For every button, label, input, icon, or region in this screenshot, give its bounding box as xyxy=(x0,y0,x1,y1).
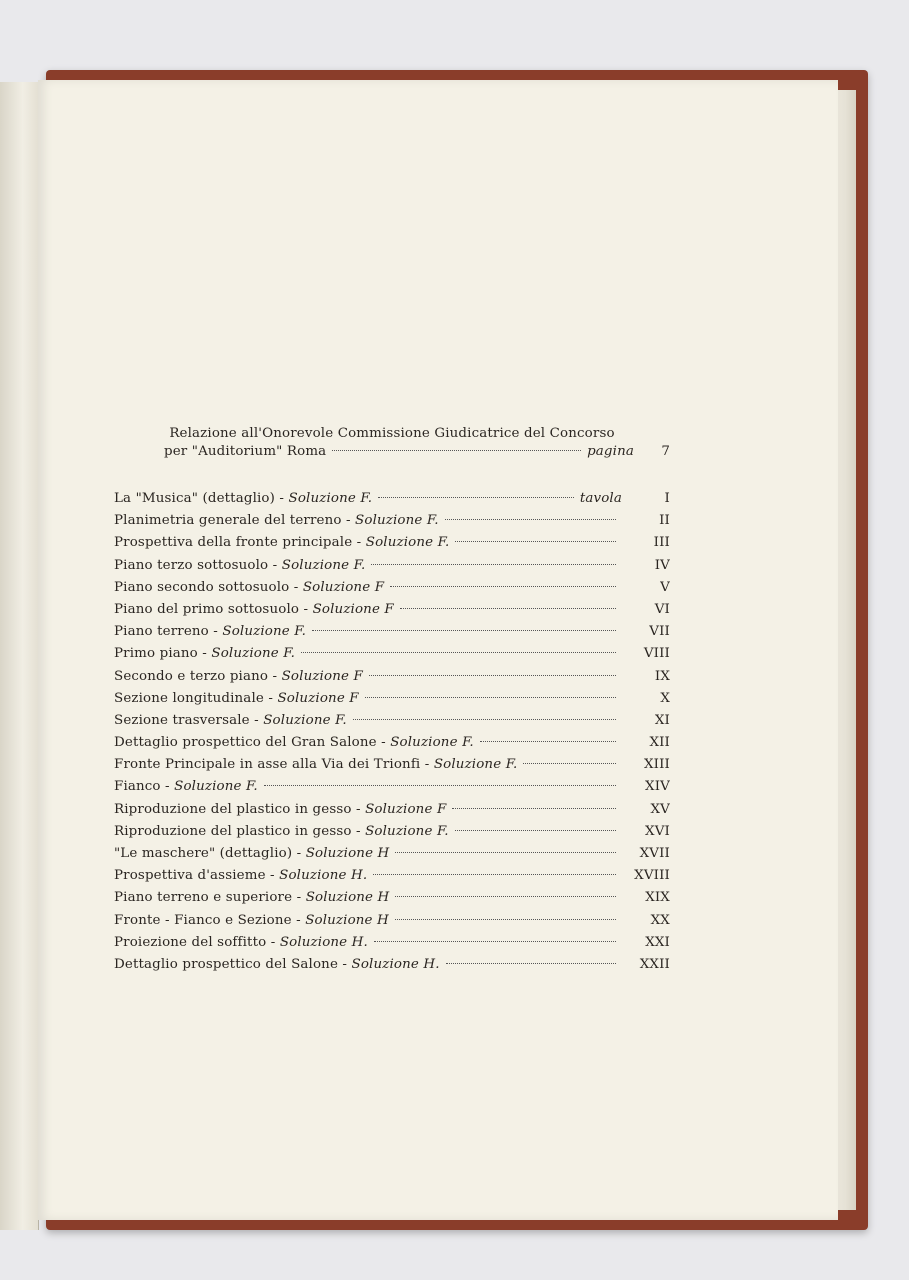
entry-title xyxy=(114,735,474,750)
plate-number: VIII xyxy=(643,646,670,662)
entry-title xyxy=(114,602,394,617)
plate-number: XII xyxy=(649,735,670,751)
entry-soluzione: Soluzione F xyxy=(277,690,359,706)
entry-title-text: La "Musica" (dettaglio) - xyxy=(114,491,289,506)
entry-title xyxy=(114,802,446,817)
index-entry xyxy=(114,602,670,624)
index-entry xyxy=(114,890,670,912)
leader-dots xyxy=(332,450,581,451)
plate-number: I xyxy=(664,491,670,506)
entry-title-text: Dettaglio prospettico del Salone - xyxy=(114,956,352,972)
leader-dots xyxy=(445,519,616,520)
entry-soluzione: Soluzione H. xyxy=(279,934,368,950)
index-entry xyxy=(114,913,670,935)
entry-soluzione: Soluzione F. xyxy=(433,757,518,773)
entry-title-text: Riproduzione del plastico in gesso - xyxy=(114,823,366,839)
leader-dots xyxy=(301,652,616,653)
entry-title xyxy=(114,669,363,684)
relazione-title-line1: Relazione all'Onorevole Commissione Giudicatrice del Concorso xyxy=(169,426,615,441)
plate-number: XVII xyxy=(639,846,670,861)
plate-number: IX xyxy=(654,668,670,684)
entry-soluzione: Soluzione F. xyxy=(355,513,439,529)
left-page xyxy=(0,82,39,1230)
entry-soluzione: Soluzione F. xyxy=(211,646,295,662)
entry-title xyxy=(114,779,258,794)
entry-title-text: Dettaglio prospettico del Gran Salone - xyxy=(114,735,391,751)
tavola-label: tavola xyxy=(579,491,622,506)
index-entry xyxy=(114,535,670,557)
entry-title xyxy=(114,491,372,506)
entry-soluzione: Soluzione F. xyxy=(174,779,258,795)
leader-dots xyxy=(369,675,616,676)
entry-title-text: Fronte Principale in asse alla Via dei Trionfi - xyxy=(114,757,434,773)
entry-title-text: Primo piano - xyxy=(114,646,212,662)
index-entry xyxy=(114,957,670,979)
leader-dots xyxy=(395,852,616,853)
entry-title-text: Piano del primo sottosuolo - xyxy=(114,601,313,617)
leader-dots xyxy=(371,564,616,565)
leader-dots xyxy=(400,608,616,609)
index-entry xyxy=(114,824,670,846)
index-entry xyxy=(114,802,670,824)
leader-dots xyxy=(353,719,616,720)
index-entry xyxy=(114,646,670,668)
entry-soluzione: Soluzione F. xyxy=(263,712,347,728)
entry-soluzione: Soluzione H. xyxy=(279,868,368,884)
entry-soluzione: Soluzione H. xyxy=(351,956,440,972)
index-entry xyxy=(114,669,670,691)
leader-dots xyxy=(374,941,616,942)
plate-number: XV xyxy=(650,801,670,817)
entry-title-text: Sezione trasversale - xyxy=(114,712,264,728)
leader-dots xyxy=(365,697,616,698)
leader-dots xyxy=(395,896,616,897)
index-entry xyxy=(114,713,670,735)
plate-number: III xyxy=(653,535,670,551)
plate-number: X xyxy=(660,690,670,706)
entry-title xyxy=(114,935,368,950)
entry-title-text: Planimetria generale del terreno - xyxy=(114,513,356,529)
leader-dots xyxy=(373,874,616,875)
entry-soluzione: Soluzione H xyxy=(305,846,390,861)
index-page xyxy=(38,80,838,1220)
entry-soluzione: Soluzione F. xyxy=(281,557,366,573)
entry-soluzione: Soluzione F xyxy=(365,801,447,817)
leader-dots xyxy=(455,541,616,542)
entry-title-text: Piano terreno e superiore - xyxy=(114,890,306,906)
relazione-entry xyxy=(114,425,670,461)
index-entry xyxy=(114,868,670,890)
pagina-label: pagina xyxy=(587,444,634,459)
index-entry xyxy=(114,491,670,513)
entry-title xyxy=(114,868,367,883)
entry-soluzione: Soluzione H xyxy=(305,912,389,928)
index-entry xyxy=(114,779,670,801)
entry-title xyxy=(114,757,517,772)
leader-dots xyxy=(480,741,616,742)
entry-soluzione: Soluzione F xyxy=(281,668,363,684)
plate-number: XX xyxy=(650,912,670,928)
plate-number: XIII xyxy=(643,757,670,773)
entry-title-text: Prospettiva d'assieme - xyxy=(114,868,280,884)
entry-soluzione: Soluzione F xyxy=(312,601,394,617)
plate-number: XVI xyxy=(645,823,670,839)
entry-title-text: Piano terreno - xyxy=(114,624,223,640)
index-entry xyxy=(114,691,670,713)
entry-title xyxy=(114,558,365,573)
leader-dots xyxy=(264,785,616,786)
index-entry xyxy=(114,735,670,757)
plate-number: XIX xyxy=(645,890,670,906)
entry-title-text: Prospettiva della fronte principale - xyxy=(114,535,366,551)
index-content xyxy=(114,425,670,979)
entry-title-text: Secondo e terzo piano - xyxy=(114,668,282,684)
plate-number: XIV xyxy=(645,779,670,795)
index-entry xyxy=(114,624,670,646)
plate-number: VII xyxy=(649,624,670,640)
entry-soluzione: Soluzione F. xyxy=(365,535,450,551)
entry-title-text: Fronte - Fianco e Sezione - xyxy=(114,912,306,928)
entry-title-text: Sezione longitudinale - xyxy=(114,690,278,706)
index-entry xyxy=(114,580,670,602)
plate-number: VI xyxy=(654,601,670,617)
entry-title-text: Riproduzione del plastico in gesso - xyxy=(114,801,366,817)
index-entry xyxy=(114,513,670,535)
index-entry xyxy=(114,757,670,779)
entry-title-text: Piano terzo sottosuolo - xyxy=(114,557,282,573)
entry-title-text: Fianco - xyxy=(114,779,175,795)
plate-number: V xyxy=(660,579,670,595)
entry-title xyxy=(114,624,306,639)
plate-number: XI xyxy=(654,712,670,728)
index-entry xyxy=(114,935,670,957)
plate-number: XXII xyxy=(639,956,670,972)
leader-dots xyxy=(446,963,616,964)
leader-dots xyxy=(312,630,616,631)
entry-soluzione: Soluzione F. xyxy=(222,624,306,640)
index-entry xyxy=(114,846,670,868)
leader-dots xyxy=(455,830,616,831)
entry-title-text: Proiezione del soffitto - xyxy=(114,934,280,950)
entry-soluzione: Soluzione F. xyxy=(365,823,449,839)
entry-title xyxy=(114,646,295,661)
entry-title xyxy=(114,913,389,928)
entry-soluzione: Soluzione H xyxy=(305,890,390,906)
leader-dots xyxy=(452,808,616,809)
leader-dots xyxy=(395,919,616,920)
leader-dots xyxy=(523,763,616,764)
entry-soluzione: Soluzione F xyxy=(302,579,385,595)
plates-list xyxy=(114,491,670,979)
relazione-page-number: 7 xyxy=(661,444,670,459)
entry-title-text: Piano secondo sottosuolo - xyxy=(114,579,303,595)
plate-number: XXI xyxy=(645,934,670,950)
leader-dots xyxy=(378,497,574,498)
entry-title xyxy=(114,513,439,528)
relazione-title-text: per "Auditorium" Roma xyxy=(164,444,327,459)
entry-title xyxy=(114,580,384,595)
plate-number: II xyxy=(659,513,670,529)
entry-title-text: "Le maschere" (dettaglio) - xyxy=(114,846,306,861)
relazione-title-line2 xyxy=(114,443,670,461)
entry-title xyxy=(114,890,389,905)
entry-title xyxy=(114,957,440,972)
entry-soluzione: Soluzione F. xyxy=(288,491,373,506)
entry-title xyxy=(114,824,449,839)
index-entry xyxy=(114,558,670,580)
entry-soluzione: Soluzione F. xyxy=(390,735,474,751)
entry-title xyxy=(114,713,347,728)
entry-title xyxy=(114,846,389,861)
plate-number: XVIII xyxy=(634,868,670,884)
entry-title xyxy=(114,535,449,550)
leader-dots xyxy=(390,586,616,587)
entry-title xyxy=(114,691,359,706)
plate-number: IV xyxy=(654,557,670,573)
